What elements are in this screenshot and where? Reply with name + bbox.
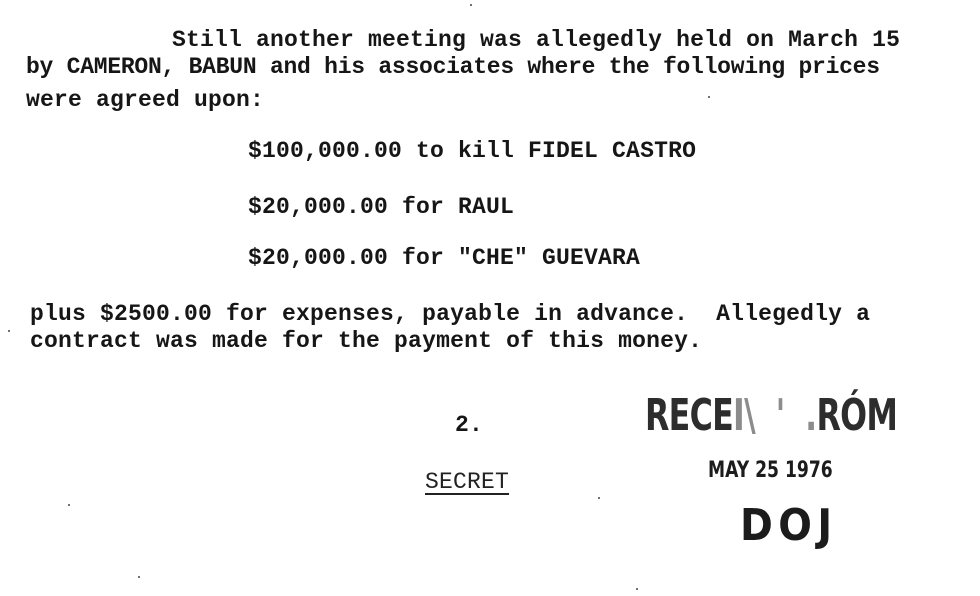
page-number: 2. <box>455 412 484 438</box>
price-line-castro: $100,000.00 to kill FIDEL CASTRO <box>248 138 697 164</box>
paragraph1-line2: by CAMERON, BABUN and his associates where the following prices <box>26 54 880 80</box>
price-line-guevara: $20,000.00 for "CHE" GUEVARA <box>248 245 641 271</box>
paper-speck <box>470 4 472 6</box>
agency-stamp: DOJ <box>740 500 838 551</box>
received-date-stamp: MAY 25 1976 <box>708 458 833 483</box>
paper-speck <box>598 497 600 499</box>
paper-speck <box>68 504 70 506</box>
received-stamp: RECEI\ ' .RÓM <box>645 390 898 441</box>
classification-marking: SECRET <box>425 469 510 495</box>
paper-speck <box>138 576 140 578</box>
paper-speck <box>708 96 710 98</box>
paragraph2-line1: plus $2500.00 for expenses, payable in advance. Allegedly a <box>30 301 871 327</box>
paragraph1-line1: Still another meeting was allegedly held on March 15 <box>172 27 901 53</box>
paper-speck <box>636 588 638 590</box>
paragraph2-line2: contract was made for the payment of this money. <box>30 328 703 354</box>
paragraph1-line3: were agreed upon: <box>26 87 265 113</box>
price-line-raul: $20,000.00 for RAUL <box>248 194 515 220</box>
paper-speck <box>8 330 10 332</box>
